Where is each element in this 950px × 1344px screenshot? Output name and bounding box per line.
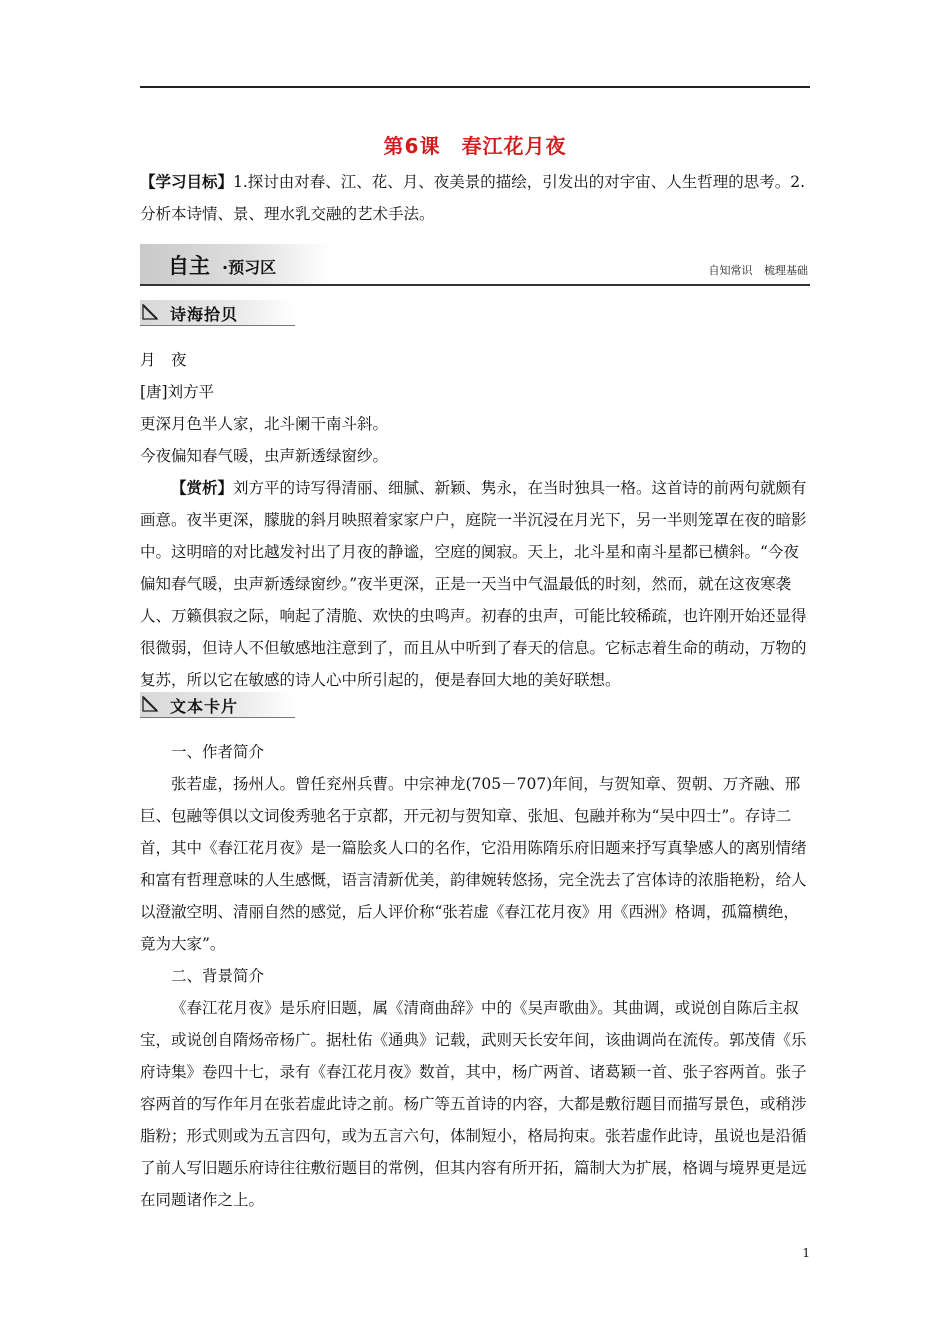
- lesson-title: 第6课 春江花月夜: [383, 134, 567, 158]
- poem-line-1: 更深月色半人家，北斗阑干南斗斜。: [140, 415, 389, 433]
- objective-label: 【学习目标】: [140, 172, 234, 191]
- section-label-poetry: 诗海拾贝: [170, 305, 239, 324]
- background-paragraph: 《春江花月夜》是乐府旧题，属《清商曲辞》中的《吴声歌曲》。其曲调，或说创自陈后主叔宝，或说创自隋炀帝杨广。据杜佑《通典》记载，武则天长安年间，该曲调尚在流传。郭茂倩《乐府诗集》卷四十七，录有《春江花月夜》数首，其中，杨广两首、诸葛颖一首、张子容两首。张子容两首的写作年月在张若虚此诗之前。杨广等五首诗的内容，大都是敷衍题目而描写景色，或稍涉脂粉；形式则或为五言四句，或为五言六句，体制短小，格局拘束。张若虚作此诗，虽说也是沿循了前人写旧题乐府诗往往敷衍题目的常例，但其内容有所开拓，篇制大为扩展，格调与境界更是远在同题诸作之上。: [140, 999, 807, 1209]
- learning-objective: [140, 166, 810, 230]
- header-rule: [140, 86, 810, 88]
- section-label-text-card: 文本卡片: [170, 697, 239, 716]
- poem-title: 月 夜: [140, 351, 187, 369]
- objective-text: 1.探讨由对春、江、花、月、夜美景的描绘，引发出的对宇宙、人生哲理的思考。2.分析本诗情、景、理水乳交融的艺术手法。: [140, 173, 806, 223]
- section-header-poetry: [140, 300, 295, 326]
- banner-sub-label: ·预习区: [222, 258, 277, 277]
- appreciation-label: 【赏析】: [171, 478, 234, 497]
- poem-author: [唐]刘方平: [140, 383, 215, 401]
- appreciation-paragraph: [140, 472, 810, 696]
- diagonal-triangle-icon: [142, 304, 158, 320]
- banner-right-label: 自知常识 梳理基础: [708, 264, 808, 277]
- banner-underline: [140, 284, 810, 286]
- background-heading: 二、背景简介: [171, 967, 265, 985]
- diagonal-triangle-icon: [142, 696, 158, 712]
- appreciation-text: 刘方平的诗写得清丽、细腻、新颖、隽永，在当时独具一格。这首诗的前两句就颇有画意。夜半更深，朦胧的斜月映照着家家户户，庭院一半沉浸在月光下，另一半则笼罩在夜的暗影中。这明暗的对比越发衬出了月夜的静谧，空庭的阒寂。天上，北斗星和南斗星都已横斜。“今夜偏知春气暖，虫声新透绿窗纱。”夜半更深，正是一天当中气温最低的时刻，然而，就在这夜寒袭人、万籁俱寂之际，响起了清脆、欢快的虫鸣声。初春的虫声，可能比较稀疏，也许刚开始还显得很微弱，但诗人不但敏感地注意到了，而且从中听到了春天的信息。它标志着生命的萌动，万物的复苏，所以它在敏感的诗人心中所引起的，便是春回大地的美好联想。: [140, 479, 807, 689]
- page-number: 1: [802, 1246, 810, 1260]
- banner-main-label: 自主: [168, 254, 210, 278]
- preview-banner: [140, 244, 810, 284]
- author-heading: 一、作者简介: [171, 743, 265, 761]
- section-header-text-card: [140, 692, 295, 718]
- poem-line-2: 今夜偏知春气暖，虫声新透绿窗纱。: [140, 447, 389, 465]
- author-paragraph: 张若虚，扬州人。曾任兖州兵曹。中宗神龙(705－707)年间，与贺知章、贺朝、万齐融、邢巨、包融等俱以文词俊秀驰名于京都，开元初与贺知章、张旭、包融并称为“吴中四士”。存诗二首，其中《春江花月夜》是一篇脍炙人口的名作，它沿用陈隋乐府旧题来抒写真挚感人的离别情绪和富有哲理意味的人生感慨，语言清新优美，韵律婉转悠扬，完全洗去了宫体诗的浓脂艳粉，给人以澄澈空明、清丽自然的感觉，后人评价称“张若虚《春江花月夜》用《西洲》格调，孤篇横绝，竟为大家”。: [140, 775, 807, 953]
